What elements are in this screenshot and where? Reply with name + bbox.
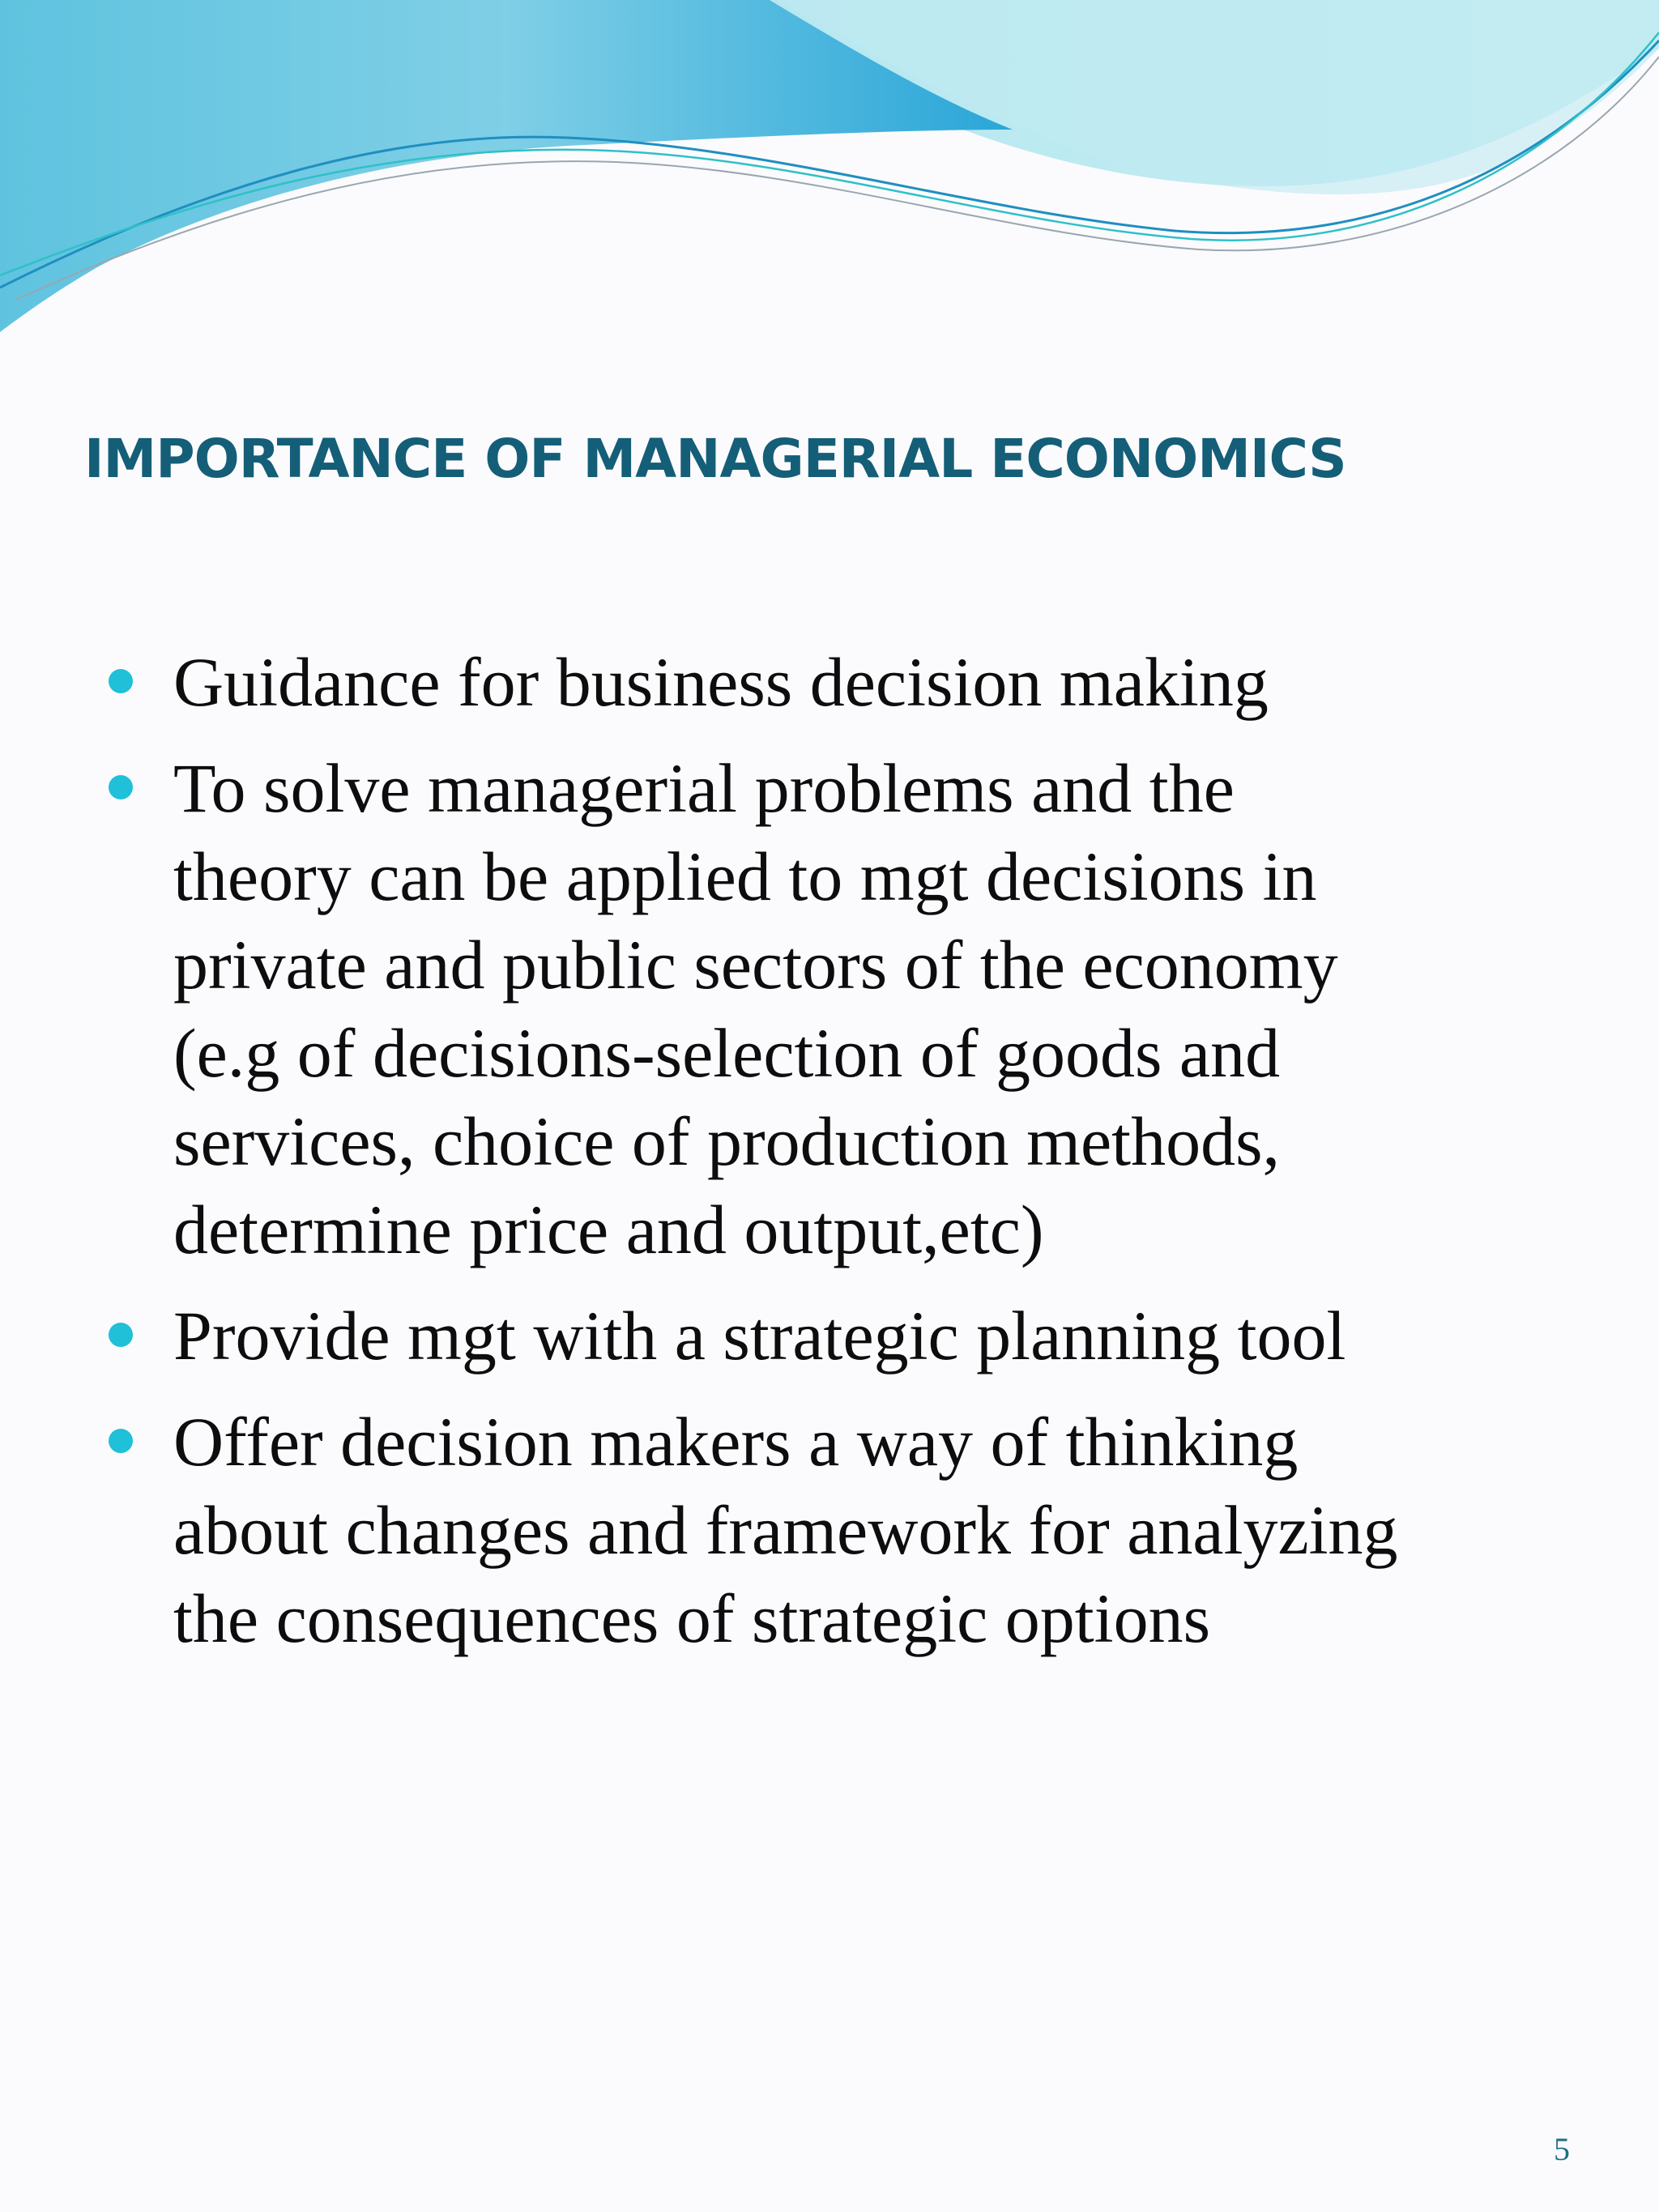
bullet-text-line: (e.g of decisions-selection of goods and bbox=[173, 1014, 1281, 1092]
bullet-text-line: the consequences of strategic options bbox=[173, 1579, 1211, 1657]
slide-title: IMPORTANCE OF MANAGERIAL ECONOMICS bbox=[84, 428, 1346, 490]
list-item bbox=[109, 638, 1640, 727]
decorative-wave-header bbox=[0, 0, 1659, 356]
bullet-text-line: Provide mgt with a strategic planning tool bbox=[173, 1297, 1346, 1375]
page-number: 5 bbox=[1554, 2131, 1570, 2167]
bullet-text-line: determine price and output,etc) bbox=[173, 1191, 1044, 1268]
bullet-icon bbox=[109, 1323, 133, 1347]
list-item bbox=[109, 744, 1640, 1274]
bullet-list bbox=[109, 638, 1640, 1681]
bullet-icon bbox=[109, 669, 133, 693]
bullet-text-line: To solve managerial problems and the bbox=[173, 749, 1235, 827]
bullet-text-line: Guidance for business decision making bbox=[173, 643, 1269, 721]
list-item bbox=[109, 1292, 1640, 1380]
bullet-icon bbox=[109, 1429, 133, 1453]
bullet-text-line: theory can be applied to mgt decisions in bbox=[173, 837, 1317, 915]
bullet-text-line: about changes and framework for analyzing bbox=[173, 1491, 1398, 1569]
bullet-text-line: services, choice of production methods, bbox=[173, 1102, 1281, 1180]
bullet-icon bbox=[109, 775, 133, 799]
bullet-text-line: Offer decision makers a way of thinking bbox=[173, 1403, 1299, 1481]
list-item bbox=[109, 1398, 1640, 1663]
bullet-text-line: private and public sectors of the economy bbox=[173, 926, 1338, 1004]
